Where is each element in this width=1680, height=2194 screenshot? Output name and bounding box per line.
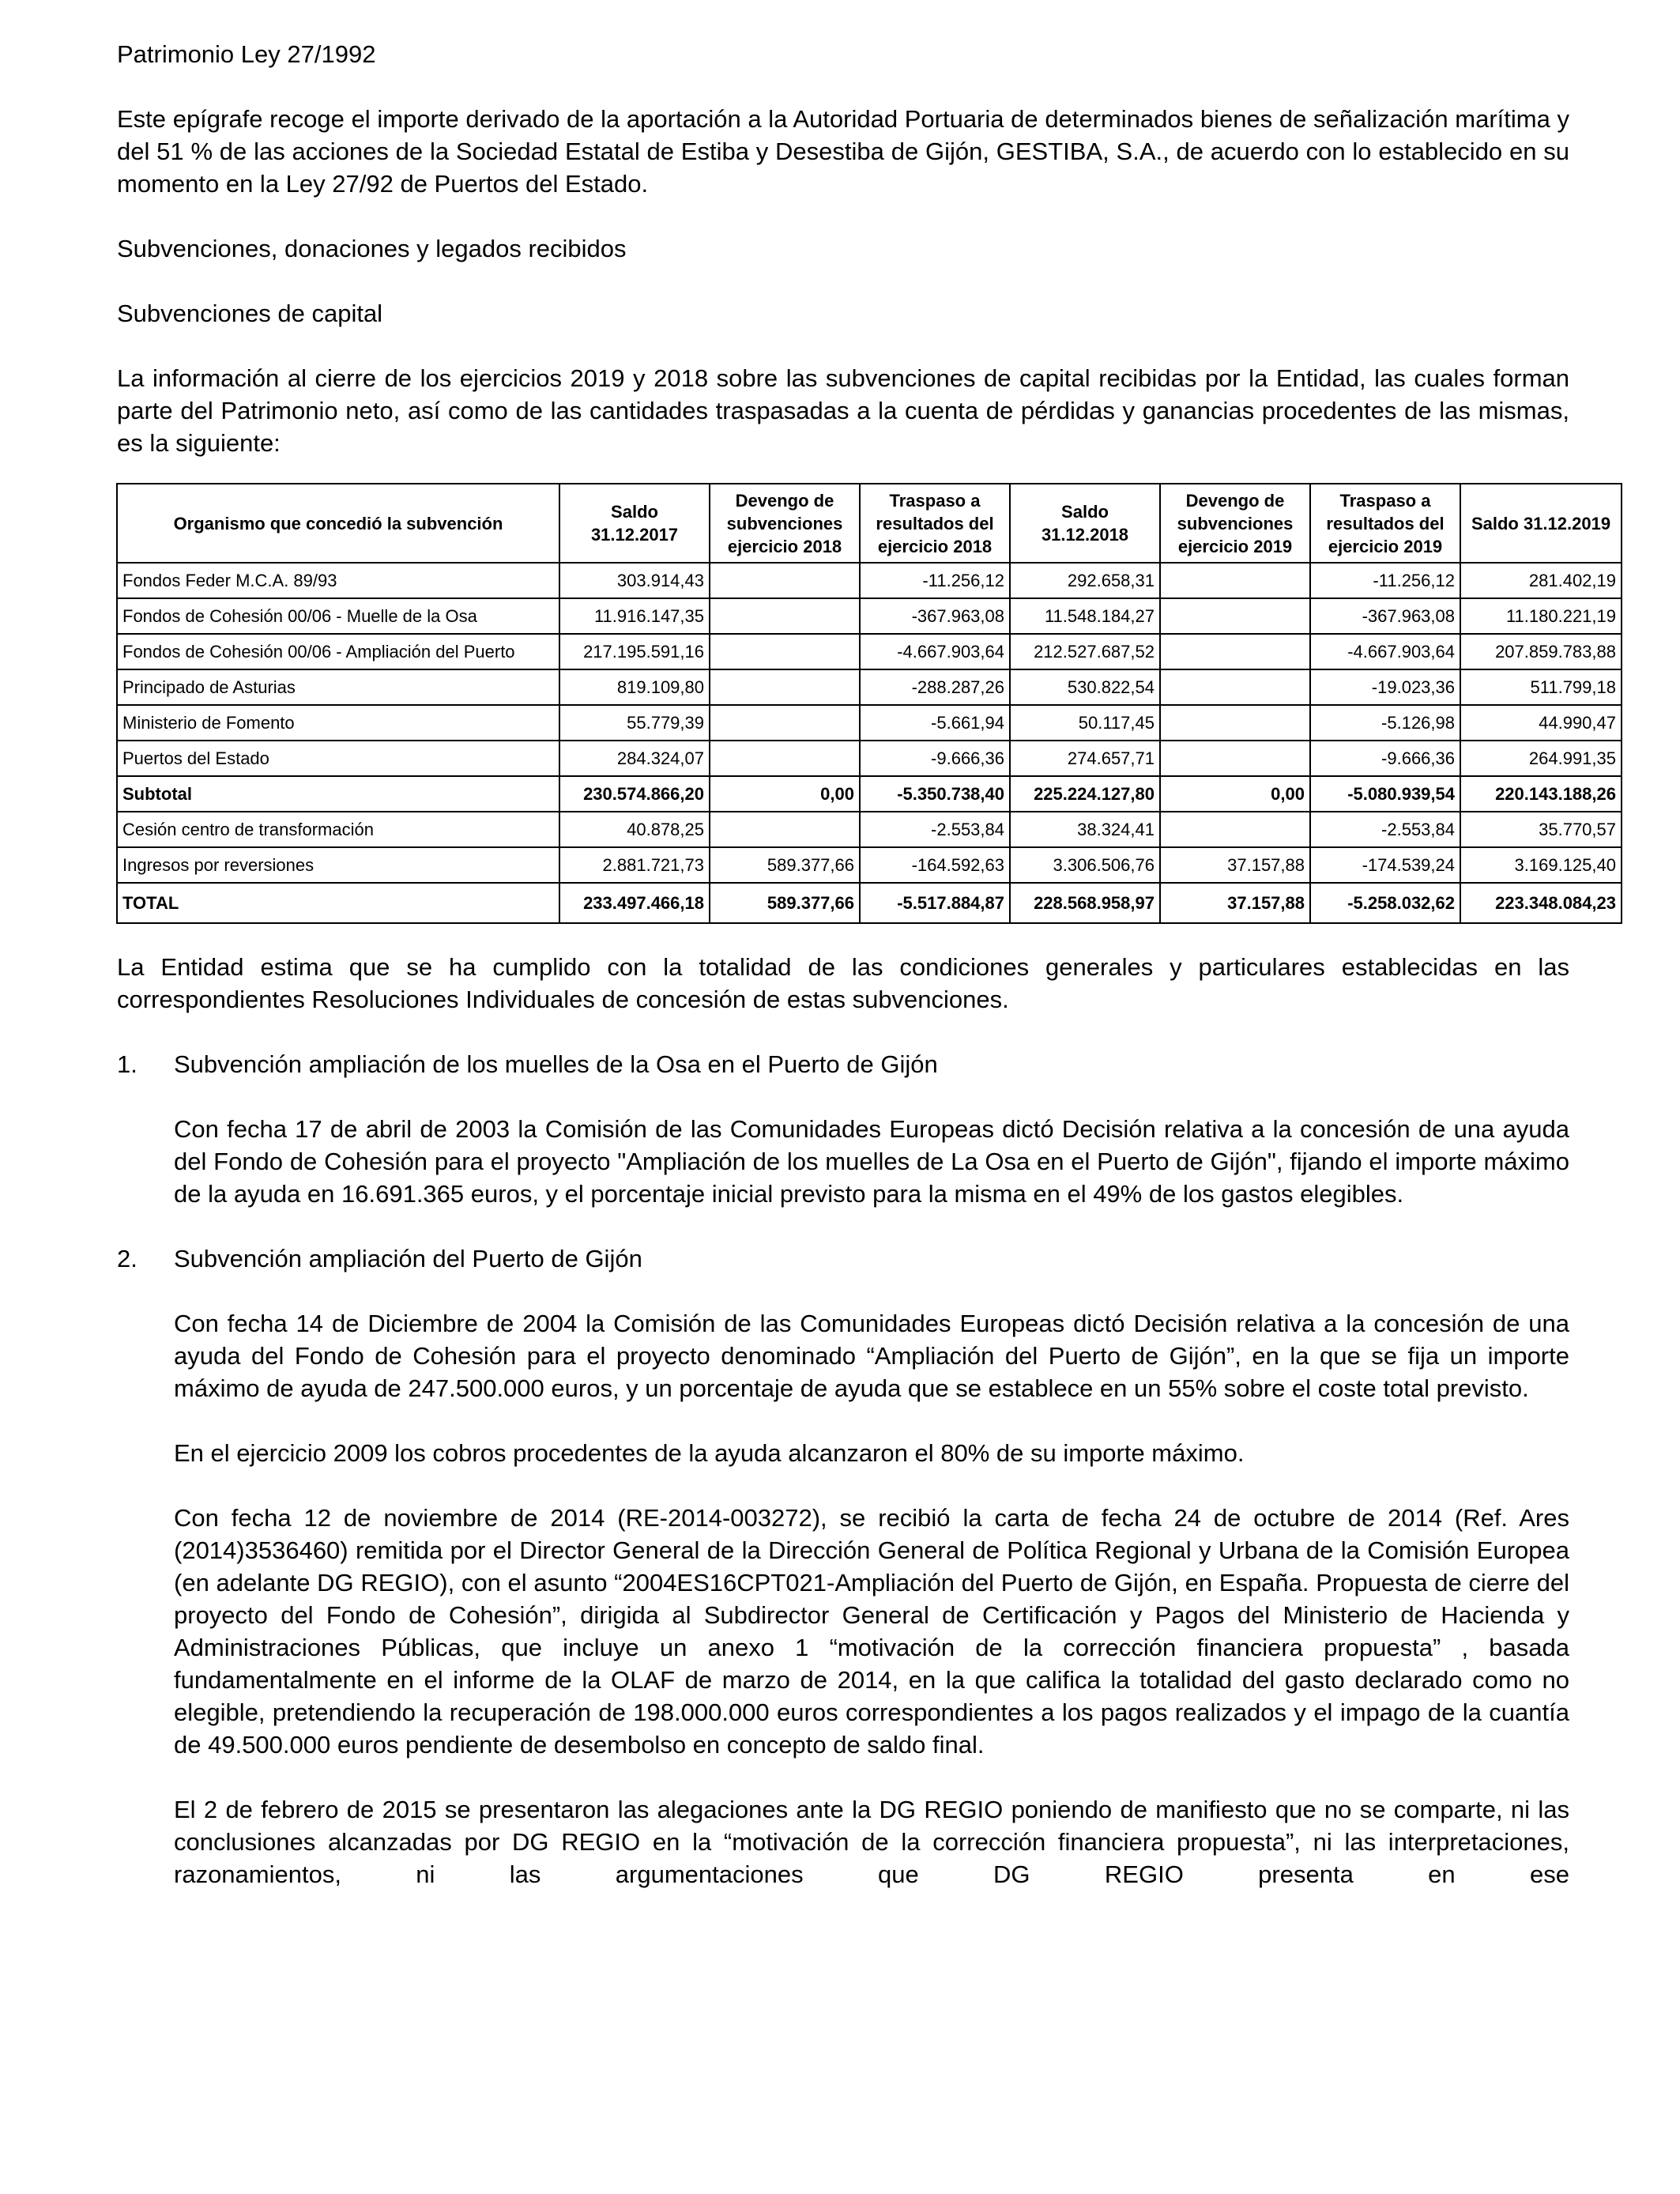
row-label-cell: Fondos Feder M.C.A. 89/93 [117, 563, 559, 598]
column-header: Saldo 31.12.2017 [559, 484, 710, 563]
value-cell: -4.667.903,64 [860, 634, 1010, 669]
value-cell: -5.350.738,40 [860, 776, 1010, 812]
column-header: Organismo que concedió la subvención [117, 484, 559, 563]
value-cell: 511.799,18 [1460, 669, 1622, 705]
column-header: Traspaso a resultados del ejercicio 2019 [1310, 484, 1460, 563]
value-cell: -367.963,08 [860, 598, 1010, 634]
value-cell [1160, 705, 1310, 741]
value-cell: -11.256,12 [860, 563, 1010, 598]
value-cell: -19.023,36 [1310, 669, 1460, 705]
table-row [117, 883, 1622, 923]
value-cell: 11.916.147,35 [559, 598, 710, 634]
table-row [117, 812, 1622, 847]
heading-patrimonio: Patrimonio Ley 27/1992 [117, 40, 376, 68]
value-cell: 0,00 [1160, 776, 1310, 812]
value-cell: -9.666,36 [1310, 741, 1460, 776]
row-label-cell: Ingresos por reversiones [117, 847, 559, 883]
value-cell: -174.539,24 [1310, 847, 1460, 883]
value-cell: 212.527.687,52 [1010, 634, 1160, 669]
value-cell: 44.990,47 [1460, 705, 1622, 741]
table-row [117, 776, 1622, 812]
value-cell: 2.881.721,73 [559, 847, 710, 883]
value-cell: 0,00 [710, 776, 860, 812]
item2-paragraph-1: Con fecha 14 de Diciembre de 2004 la Comisión de las Comunidades Europeas dictó Decisión relativa a la concesión de una ayuda del Fondo de Cohesión para el proyecto denominado “Ampliación del Puerto de Gijón”, en la que se fija un importe máximo de ayuda de 247.500.000 euros, y un porcentaje de ayuda que se establece en un 55% sobre el coste total previsto. [174, 1310, 1569, 1402]
value-cell [710, 812, 860, 847]
column-header: Devengo de subvenciones ejercicio 2019 [1160, 484, 1310, 563]
value-cell: 37.157,88 [1160, 883, 1310, 923]
value-cell: -5.080.939,54 [1310, 776, 1460, 812]
column-header: Saldo 31.12.2018 [1010, 484, 1160, 563]
document-page [117, 38, 1616, 1891]
value-cell: -4.667.903,64 [1310, 634, 1460, 669]
value-cell [710, 634, 860, 669]
row-label-cell: Ministerio de Fomento [117, 705, 559, 741]
value-cell: 37.157,88 [1160, 847, 1310, 883]
value-cell: -288.287,26 [860, 669, 1010, 705]
value-cell: -5.661,94 [860, 705, 1010, 741]
row-label-cell: Subtotal [117, 776, 559, 812]
value-cell: 281.402,19 [1460, 563, 1622, 598]
value-cell: 530.822,54 [1010, 669, 1160, 705]
value-cell [710, 741, 860, 776]
value-cell: 207.859.783,88 [1460, 634, 1622, 669]
column-header: Devengo de subvenciones ejercicio 2018 [710, 484, 860, 563]
list-item-title: Subvención ampliación del Puerto de Gijón [174, 1245, 642, 1272]
value-cell: 819.109,80 [559, 669, 710, 705]
table-header-row [117, 484, 1622, 563]
value-cell: 3.169.125,40 [1460, 847, 1622, 883]
row-label-cell: Cesión centro de transformación [117, 812, 559, 847]
value-cell [1160, 812, 1310, 847]
table-row [117, 634, 1622, 669]
value-cell: 40.878,25 [559, 812, 710, 847]
value-cell: 233.497.466,18 [559, 883, 710, 923]
row-label-cell: Principado de Asturias [117, 669, 559, 705]
value-cell: 228.568.958,97 [1010, 883, 1160, 923]
paragraph-intro: La información al cierre de los ejercicios 2019 y 2018 sobre las subvenciones de capital recibidas por la Entidad, las cuales forman parte del Patrimonio neto, así como de las cantidades traspasadas a la cuenta de pérdidas y ganancias procedentes de las mismas, es la siguiente: [117, 364, 1569, 457]
value-cell: 230.574.866,20 [559, 776, 710, 812]
value-cell: -11.256,12 [1310, 563, 1460, 598]
value-cell: 3.306.506,76 [1010, 847, 1160, 883]
column-header: Traspaso a resultados del ejercicio 2018 [860, 484, 1010, 563]
heading-subvenciones: Subvenciones, donaciones y legados recibidos [117, 235, 627, 262]
subvenciones-table [116, 483, 1622, 924]
value-cell: 220.143.188,26 [1460, 776, 1622, 812]
value-cell: 292.658,31 [1010, 563, 1160, 598]
value-cell: 35.770,57 [1460, 812, 1622, 847]
list-item-2 [117, 1242, 1569, 1275]
value-cell: 225.224.127,80 [1010, 776, 1160, 812]
list-item-1 [117, 1048, 1569, 1080]
value-cell: -9.666,36 [860, 741, 1010, 776]
table-row [117, 563, 1622, 598]
value-cell: 11.548.184,27 [1010, 598, 1160, 634]
value-cell: -164.592,63 [860, 847, 1010, 883]
value-cell [1160, 669, 1310, 705]
value-cell: -2.553,84 [1310, 812, 1460, 847]
list-number: 1. [117, 1050, 137, 1078]
value-cell: 589.377,66 [710, 883, 860, 923]
table-row [117, 669, 1622, 705]
row-label-cell: Puertos del Estado [117, 741, 559, 776]
row-label-cell: Fondos de Cohesión 00/06 - Muelle de la Osa [117, 598, 559, 634]
value-cell: 303.914,43 [559, 563, 710, 598]
item2-paragraph-2: En el ejercicio 2009 los cobros procedentes de la ayuda alcanzaron el 80% de su importe máximo. [174, 1439, 1245, 1467]
table-row [117, 705, 1622, 741]
value-cell: -5.126,98 [1310, 705, 1460, 741]
value-cell: -5.517.884,87 [860, 883, 1010, 923]
value-cell: 55.779,39 [559, 705, 710, 741]
item2-paragraph-4: El 2 de febrero de 2015 se presentaron las alegaciones ante la DG REGIO poniendo de manifiesto que no se comparte, ni las conclusiones alcanzadas por DG REGIO en la “motivación de la corrección financiera propuesta”, ni las interpretaciones, razonamientos, ni las argumentaciones que DG REGIO presenta en ese [174, 1796, 1569, 1888]
paragraph-patrimonio: Este epígrafe recoge el importe derivado de la aportación a la Autoridad Portuaria de determinados bienes de señalización marítima y del 51 % de las acciones de la Sociedad Estatal de Estiba y Desestiba de Gijón, GESTIBA, S.A., de acuerdo con lo establecido en su momento en la Ley 27/92 de Puertos del Estado. [117, 105, 1569, 198]
value-cell [1160, 741, 1310, 776]
value-cell: 589.377,66 [710, 847, 860, 883]
value-cell [1160, 598, 1310, 634]
value-cell: 11.180.221,19 [1460, 598, 1622, 634]
value-cell [1160, 563, 1310, 598]
list-item-title: Subvención ampliación de los muelles de la Osa en el Puerto de Gijón [174, 1050, 938, 1078]
value-cell [710, 669, 860, 705]
item1-paragraph: Con fecha 17 de abril de 2003 la Comisión de las Comunidades Europeas dictó Decisión relativa a la concesión de una ayuda del Fondo de Cohesión para el proyecto "Ampliación de los muelles de La Osa en el Puerto de Gijón", fijando el importe máximo de la ayuda en 16.691.365 euros, y el porcentaje inicial previsto para la misma en el 49% de los gastos elegibles. [174, 1115, 1569, 1208]
value-cell: 38.324,41 [1010, 812, 1160, 847]
list-number: 2. [117, 1245, 137, 1272]
row-label-cell: TOTAL [117, 883, 559, 923]
heading-capital: Subvenciones de capital [117, 300, 383, 327]
value-cell: -367.963,08 [1310, 598, 1460, 634]
value-cell: -5.258.032,62 [1310, 883, 1460, 923]
value-cell [1160, 634, 1310, 669]
value-cell: 50.117,45 [1010, 705, 1160, 741]
row-label-cell: Fondos de Cohesión 00/06 - Ampliación del Puerto [117, 634, 559, 669]
value-cell: 223.348.084,23 [1460, 883, 1622, 923]
value-cell: 284.324,07 [559, 741, 710, 776]
item2-paragraph-3: Con fecha 12 de noviembre de 2014 (RE-2014-003272), se recibió la carta de fecha 24 de octubre de 2014 (Ref. Ares (2014)3536460) remitida por el Director General de la Dirección General de Política Regional y Urbana de la Comisión Europea (en adelante DG REGIO), con el asunto “2004ES16CPT021-Ampliación del Puerto de Gijón, en España. Propuesta de cierre del proyecto del Fondo de Cohesión”, dirigida al Subdirector General de Certificación y Pagos del Ministerio de Hacienda y Administraciones Públicas, que incluye un anexo 1 “motivación de la corrección financiera propuesta” , basada fundamentalmente en el informe de la OLAF de marzo de 2014, en la que califica la totalidad del gasto declarado como no elegible, pretendiendo la recuperación de 198.000.000 euros correspondientes a los pagos realizados y el impago de la cuantía de 49.500.000 euros pendiente de desembolso en concepto de saldo final. [174, 1504, 1569, 1759]
column-header: Saldo 31.12.2019 [1460, 484, 1622, 563]
value-cell: -2.553,84 [860, 812, 1010, 847]
table-row [117, 847, 1622, 883]
table-row [117, 741, 1622, 776]
value-cell [710, 563, 860, 598]
value-cell [710, 705, 860, 741]
paragraph-cumplido: La Entidad estima que se ha cumplido con la totalidad de las condiciones generales y particulares establecidas en las correspondientes Resoluciones Individuales de concesión de estas subvenciones. [117, 953, 1569, 1013]
table-row [117, 598, 1622, 634]
value-cell: 217.195.591,16 [559, 634, 710, 669]
value-cell: 274.657,71 [1010, 741, 1160, 776]
value-cell: 264.991,35 [1460, 741, 1622, 776]
value-cell [710, 598, 860, 634]
